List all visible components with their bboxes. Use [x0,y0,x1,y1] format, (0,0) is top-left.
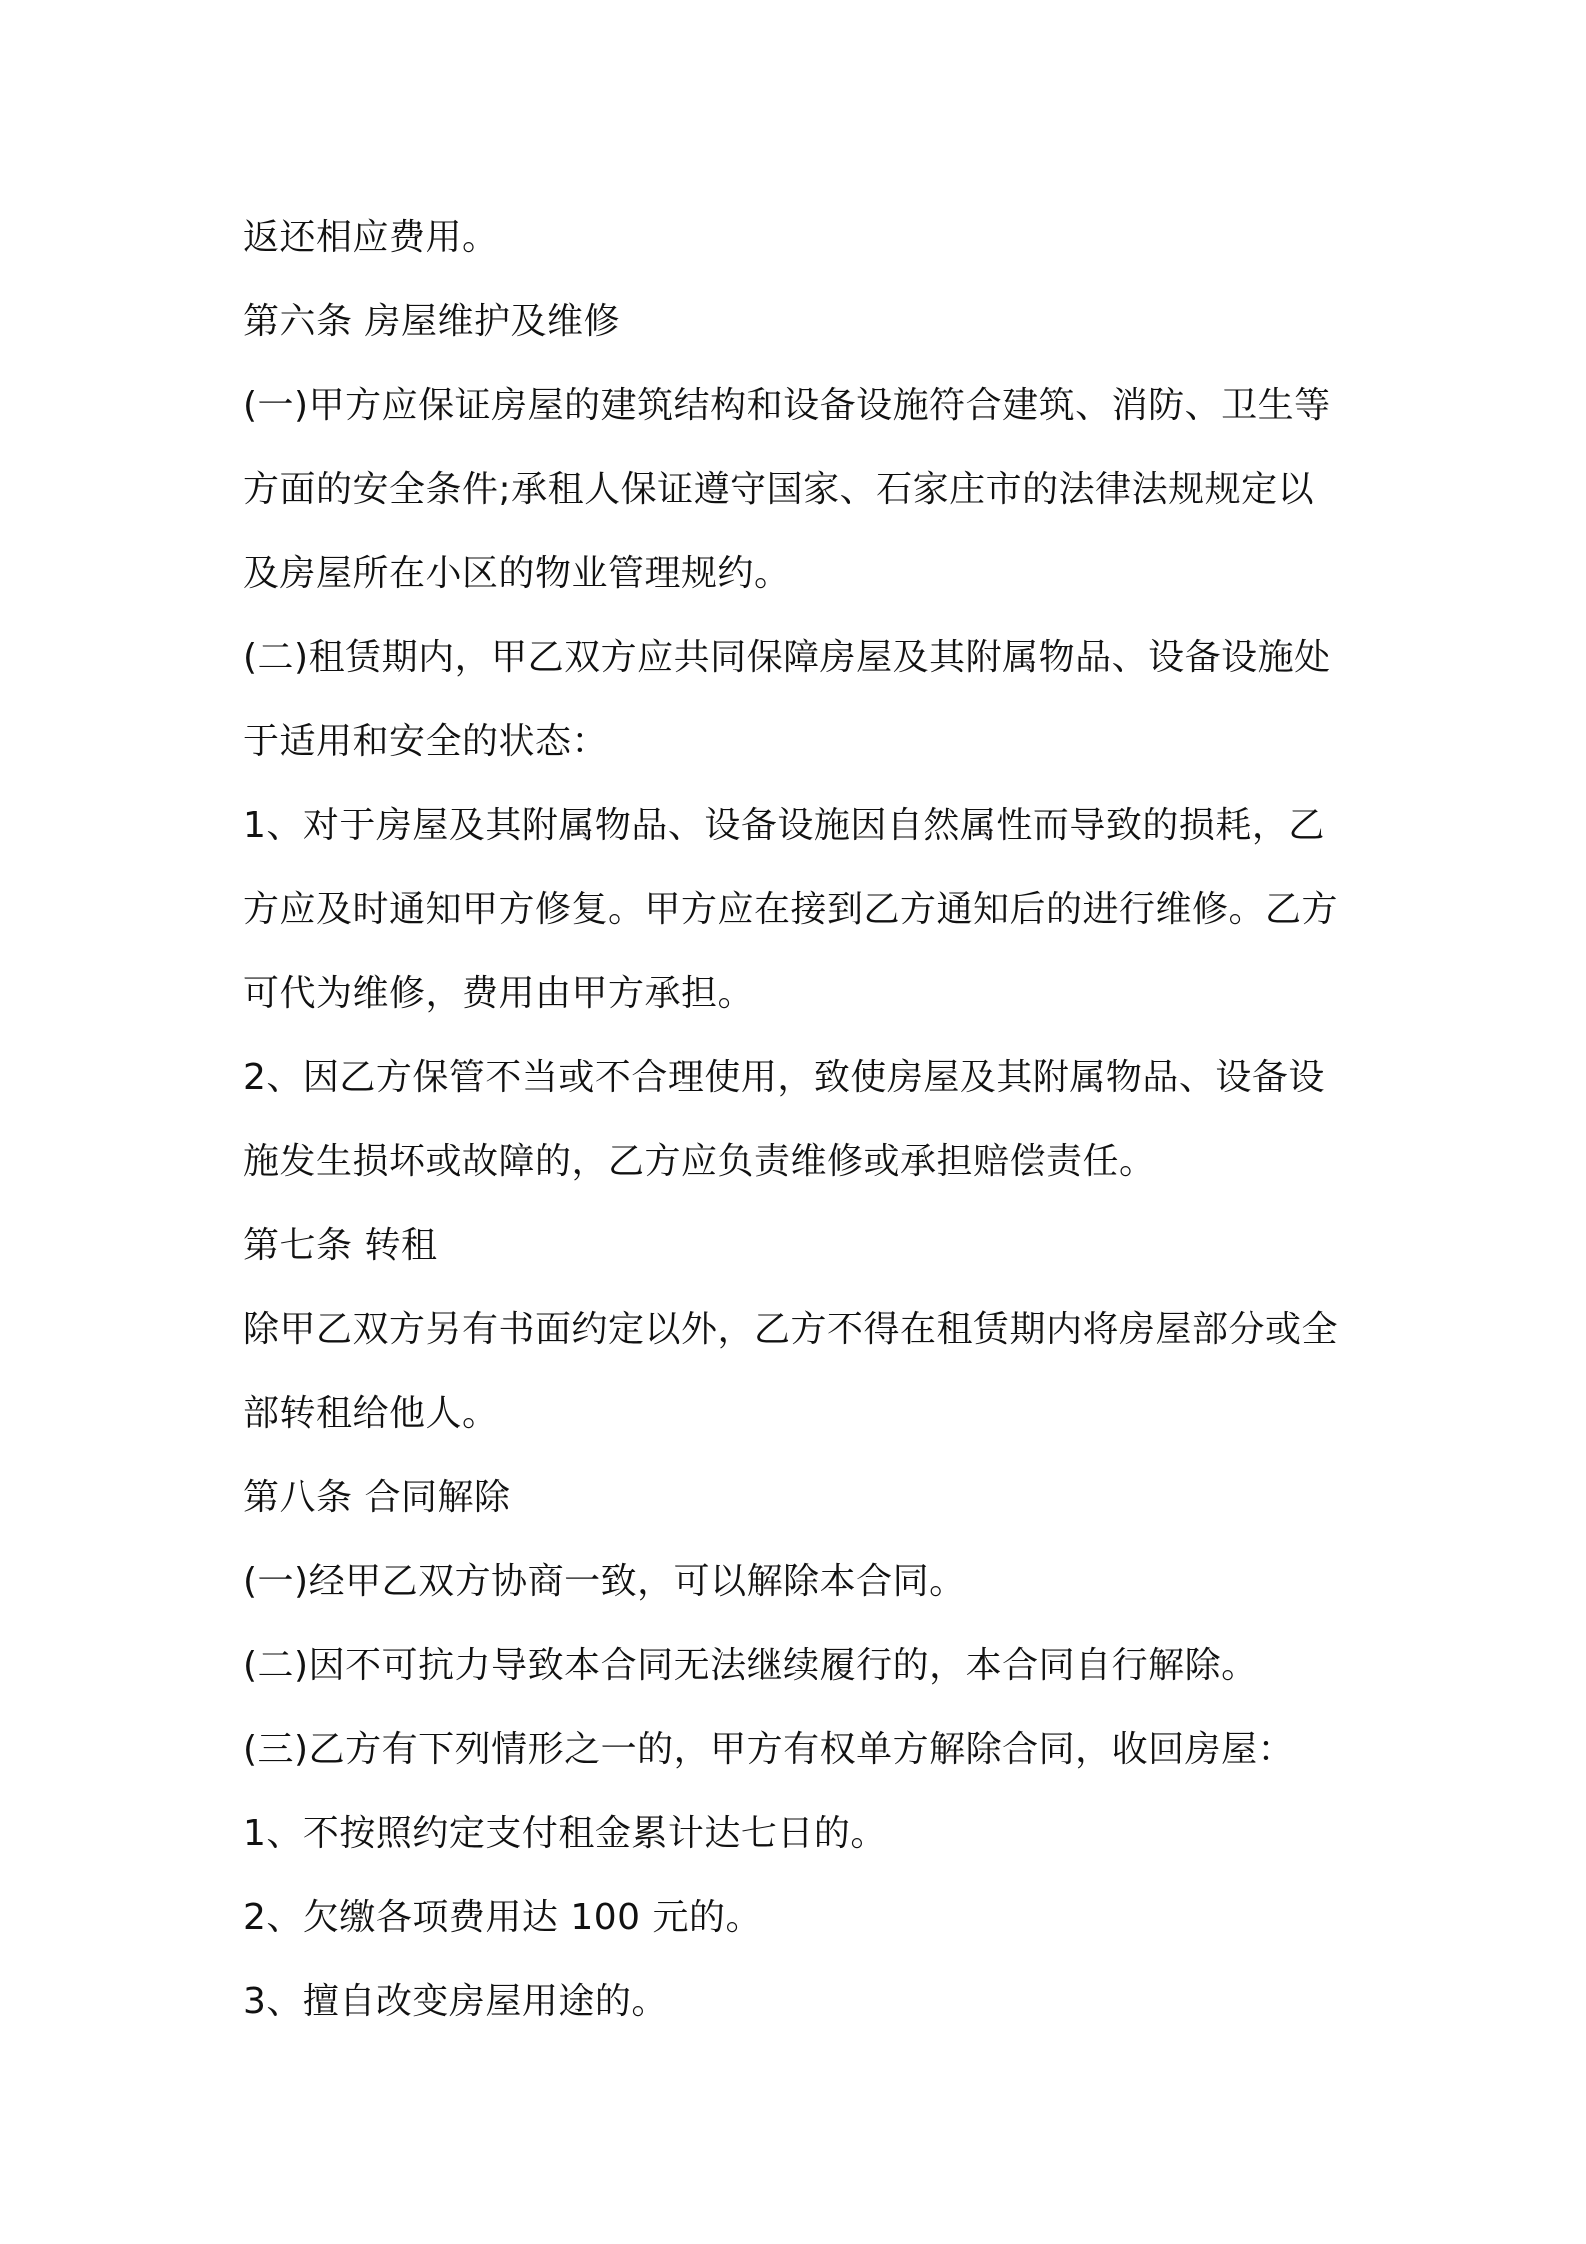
text-line: 3、擅自改变房屋用途的。 [243,1981,668,2022]
text-line: (一)甲方应保证房屋的建筑结构和设备设施符合建筑、消防、卫生等 [243,385,1331,426]
section-heading-article-8: 第八条 合同解除 [243,1477,511,1518]
text-line: 返还相应费用。 [243,217,499,258]
text-line: 除甲乙双方另有书面约定以外，乙方不得在租赁期内将房屋部分或全 [243,1309,1339,1350]
text-line: 方应及时通知甲方修复。甲方应在接到乙方通知后的进行维修。乙方 [243,889,1339,930]
text-line: 方面的安全条件;承租人保证遵守国家、石家庄市的法律法规规定以 [243,469,1315,510]
text-line: 1、不按照约定支付租金累计达七日的。 [243,1813,887,1854]
section-heading-article-6: 第六条 房屋维护及维修 [243,301,620,342]
text-line: (一)经甲乙双方协商一致，可以解除本合同。 [243,1561,966,1602]
text-line: 2、欠缴各项费用达 100 元的。 [243,1897,763,1938]
text-line: 可代为维修，费用由甲方承担。 [243,973,755,1014]
section-heading-article-7: 第七条 转租 [243,1225,438,1266]
text-line: 于适用和安全的状态： [243,721,609,762]
text-line: 部转租给他人。 [243,1393,499,1434]
text-line: 及房屋所在小区的物业管理规约。 [243,553,791,594]
text-line: (二)因不可抗力导致本合同无法继续履行的，本合同自行解除。 [243,1645,1258,1686]
text-line: (二)租赁期内，甲乙双方应共同保障房屋及其附属物品、设备设施处 [243,637,1331,678]
text-line: 施发生损坏或故障的，乙方应负责维修或承担赔偿责任。 [243,1141,1156,1182]
text-line: (三)乙方有下列情形之一的，甲方有权单方解除合同，收回房屋： [243,1729,1295,1770]
text-line: 2、因乙方保管不当或不合理使用，致使房屋及其附属物品、设备设 [243,1057,1325,1098]
document-body [243,196,1363,2044]
text-line: 1、对于房屋及其附属物品、设备设施因自然属性而导致的损耗，乙 [243,805,1325,846]
